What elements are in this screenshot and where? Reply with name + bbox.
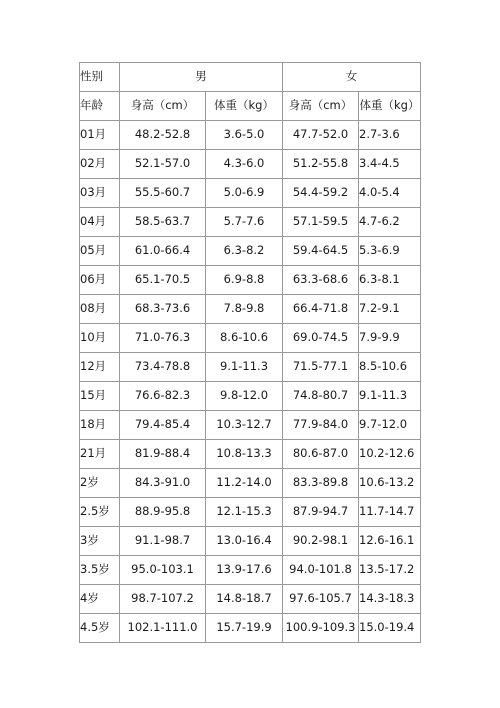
age-cell: 10月	[80, 324, 120, 353]
female-weight-cell: 6.3-8.1	[359, 266, 421, 295]
male-height-cell: 55.5-60.7	[120, 179, 206, 208]
female-height-cell: 80.6-87.0	[283, 440, 359, 469]
age-cell: 2岁	[80, 469, 120, 498]
male-weight-cell: 12.1-15.3	[206, 498, 283, 527]
table-row	[80, 614, 421, 643]
female-weight-cell: 2.7-3.6	[359, 121, 421, 150]
male-height-cell: 68.3-73.6	[120, 295, 206, 324]
female-weight-cell: 10.2-12.6	[359, 440, 421, 469]
female-height-cell: 94.0-101.8	[283, 556, 359, 585]
male-weight-cell: 5.7-7.6	[206, 208, 283, 237]
age-cell: 06月	[80, 266, 120, 295]
male-height-cell: 79.4-85.4	[120, 411, 206, 440]
female-height-cell: 47.7-52.0	[283, 121, 359, 150]
table-row	[80, 179, 421, 208]
female-height-cell: 83.3-89.8	[283, 469, 359, 498]
sex-label: 性别	[80, 63, 120, 92]
male-height-cell: 65.1-70.5	[120, 266, 206, 295]
male-weight-cell: 6.3-8.2	[206, 237, 283, 266]
male-height-cell: 73.4-78.8	[120, 353, 206, 382]
male-height-cell: 88.9-95.8	[120, 498, 206, 527]
female-weight-cell: 5.3-6.9	[359, 237, 421, 266]
male-weight-cell: 9.1-11.3	[206, 353, 283, 382]
age-cell: 12月	[80, 353, 120, 382]
female-weight-cell: 14.3-18.3	[359, 585, 421, 614]
table-row	[80, 585, 421, 614]
male-weight-cell: 10.8-13.3	[206, 440, 283, 469]
female-weight-cell: 3.4-4.5	[359, 150, 421, 179]
male-weight-cell: 4.3-6.0	[206, 150, 283, 179]
male-height-cell: 52.1-57.0	[120, 150, 206, 179]
female-weight-cell: 4.0-5.4	[359, 179, 421, 208]
male-height-cell: 102.1-111.0	[120, 614, 206, 643]
female-weight-header: 体重（kg）	[359, 92, 421, 121]
table-row	[80, 121, 421, 150]
male-weight-cell: 7.8-9.8	[206, 295, 283, 324]
female-weight-cell: 12.6-16.1	[359, 527, 421, 556]
male-weight-header: 体重（kg）	[206, 92, 283, 121]
male-height-cell: 48.2-52.8	[120, 121, 206, 150]
female-height-cell: 54.4-59.2	[283, 179, 359, 208]
table-row	[80, 324, 421, 353]
table-row	[80, 556, 421, 585]
female-weight-cell: 10.6-13.2	[359, 469, 421, 498]
table-row	[80, 498, 421, 527]
female-weight-cell: 4.7-6.2	[359, 208, 421, 237]
female-height-cell: 90.2-98.1	[283, 527, 359, 556]
table-row	[80, 440, 421, 469]
female-weight-cell: 8.5-10.6	[359, 353, 421, 382]
female-height-header: 身高（cm）	[283, 92, 359, 121]
female-weight-cell: 13.5-17.2	[359, 556, 421, 585]
female-height-cell: 74.8-80.7	[283, 382, 359, 411]
male-weight-cell: 8.6-10.6	[206, 324, 283, 353]
male-weight-cell: 13.0-16.4	[206, 527, 283, 556]
male-weight-cell: 15.7-19.9	[206, 614, 283, 643]
female-height-cell: 66.4-71.8	[283, 295, 359, 324]
female-height-cell: 69.0-74.5	[283, 324, 359, 353]
header-row-sex	[80, 63, 421, 92]
male-weight-cell: 11.2-14.0	[206, 469, 283, 498]
female-weight-cell: 7.2-9.1	[359, 295, 421, 324]
male-height-cell: 98.7-107.2	[120, 585, 206, 614]
female-height-cell: 71.5-77.1	[283, 353, 359, 382]
male-header: 男	[120, 63, 283, 92]
age-cell: 4.5岁	[80, 614, 120, 643]
table-body	[80, 63, 421, 643]
age-cell: 02月	[80, 150, 120, 179]
male-weight-cell: 9.8-12.0	[206, 382, 283, 411]
male-height-cell: 84.3-91.0	[120, 469, 206, 498]
table-row	[80, 208, 421, 237]
male-weight-cell: 10.3-12.7	[206, 411, 283, 440]
age-cell: 3.5岁	[80, 556, 120, 585]
age-cell: 4岁	[80, 585, 120, 614]
male-weight-cell: 3.6-5.0	[206, 121, 283, 150]
age-cell: 3岁	[80, 527, 120, 556]
male-height-cell: 91.1-98.7	[120, 527, 206, 556]
table-row	[80, 150, 421, 179]
female-weight-cell: 9.7-12.0	[359, 411, 421, 440]
header-row-columns	[80, 92, 421, 121]
female-height-cell: 63.3-68.6	[283, 266, 359, 295]
male-weight-cell: 6.9-8.8	[206, 266, 283, 295]
table-row	[80, 469, 421, 498]
age-cell: 21月	[80, 440, 120, 469]
table-row	[80, 411, 421, 440]
age-cell: 05月	[80, 237, 120, 266]
table-row	[80, 382, 421, 411]
female-weight-cell: 15.0-19.4	[359, 614, 421, 643]
male-height-cell: 58.5-63.7	[120, 208, 206, 237]
male-height-cell: 71.0-76.3	[120, 324, 206, 353]
male-height-cell: 76.6-82.3	[120, 382, 206, 411]
female-header: 女	[283, 63, 421, 92]
female-height-cell: 59.4-64.5	[283, 237, 359, 266]
growth-standard-table	[79, 62, 421, 643]
age-cell: 2.5岁	[80, 498, 120, 527]
female-height-cell: 57.1-59.5	[283, 208, 359, 237]
male-height-cell: 61.0-66.4	[120, 237, 206, 266]
table-row	[80, 295, 421, 324]
female-weight-cell: 7.9-9.9	[359, 324, 421, 353]
table-row	[80, 266, 421, 295]
age-cell: 01月	[80, 121, 120, 150]
female-weight-cell: 9.1-11.3	[359, 382, 421, 411]
male-height-header: 身高（cm）	[120, 92, 206, 121]
table-row	[80, 527, 421, 556]
female-weight-cell: 11.7-14.7	[359, 498, 421, 527]
male-weight-cell: 13.9-17.6	[206, 556, 283, 585]
age-cell: 18月	[80, 411, 120, 440]
female-height-cell: 51.2-55.8	[283, 150, 359, 179]
female-height-cell: 77.9-84.0	[283, 411, 359, 440]
female-height-cell: 87.9-94.7	[283, 498, 359, 527]
age-cell: 03月	[80, 179, 120, 208]
age-cell: 04月	[80, 208, 120, 237]
male-height-cell: 81.9-88.4	[120, 440, 206, 469]
female-height-cell: 100.9-109.3	[283, 614, 359, 643]
female-height-cell: 97.6-105.7	[283, 585, 359, 614]
male-weight-cell: 5.0-6.9	[206, 179, 283, 208]
age-cell: 08月	[80, 295, 120, 324]
male-height-cell: 95.0-103.1	[120, 556, 206, 585]
table-row	[80, 353, 421, 382]
age-cell: 15月	[80, 382, 120, 411]
age-label: 年龄	[80, 92, 120, 121]
table-row	[80, 237, 421, 266]
male-weight-cell: 14.8-18.7	[206, 585, 283, 614]
